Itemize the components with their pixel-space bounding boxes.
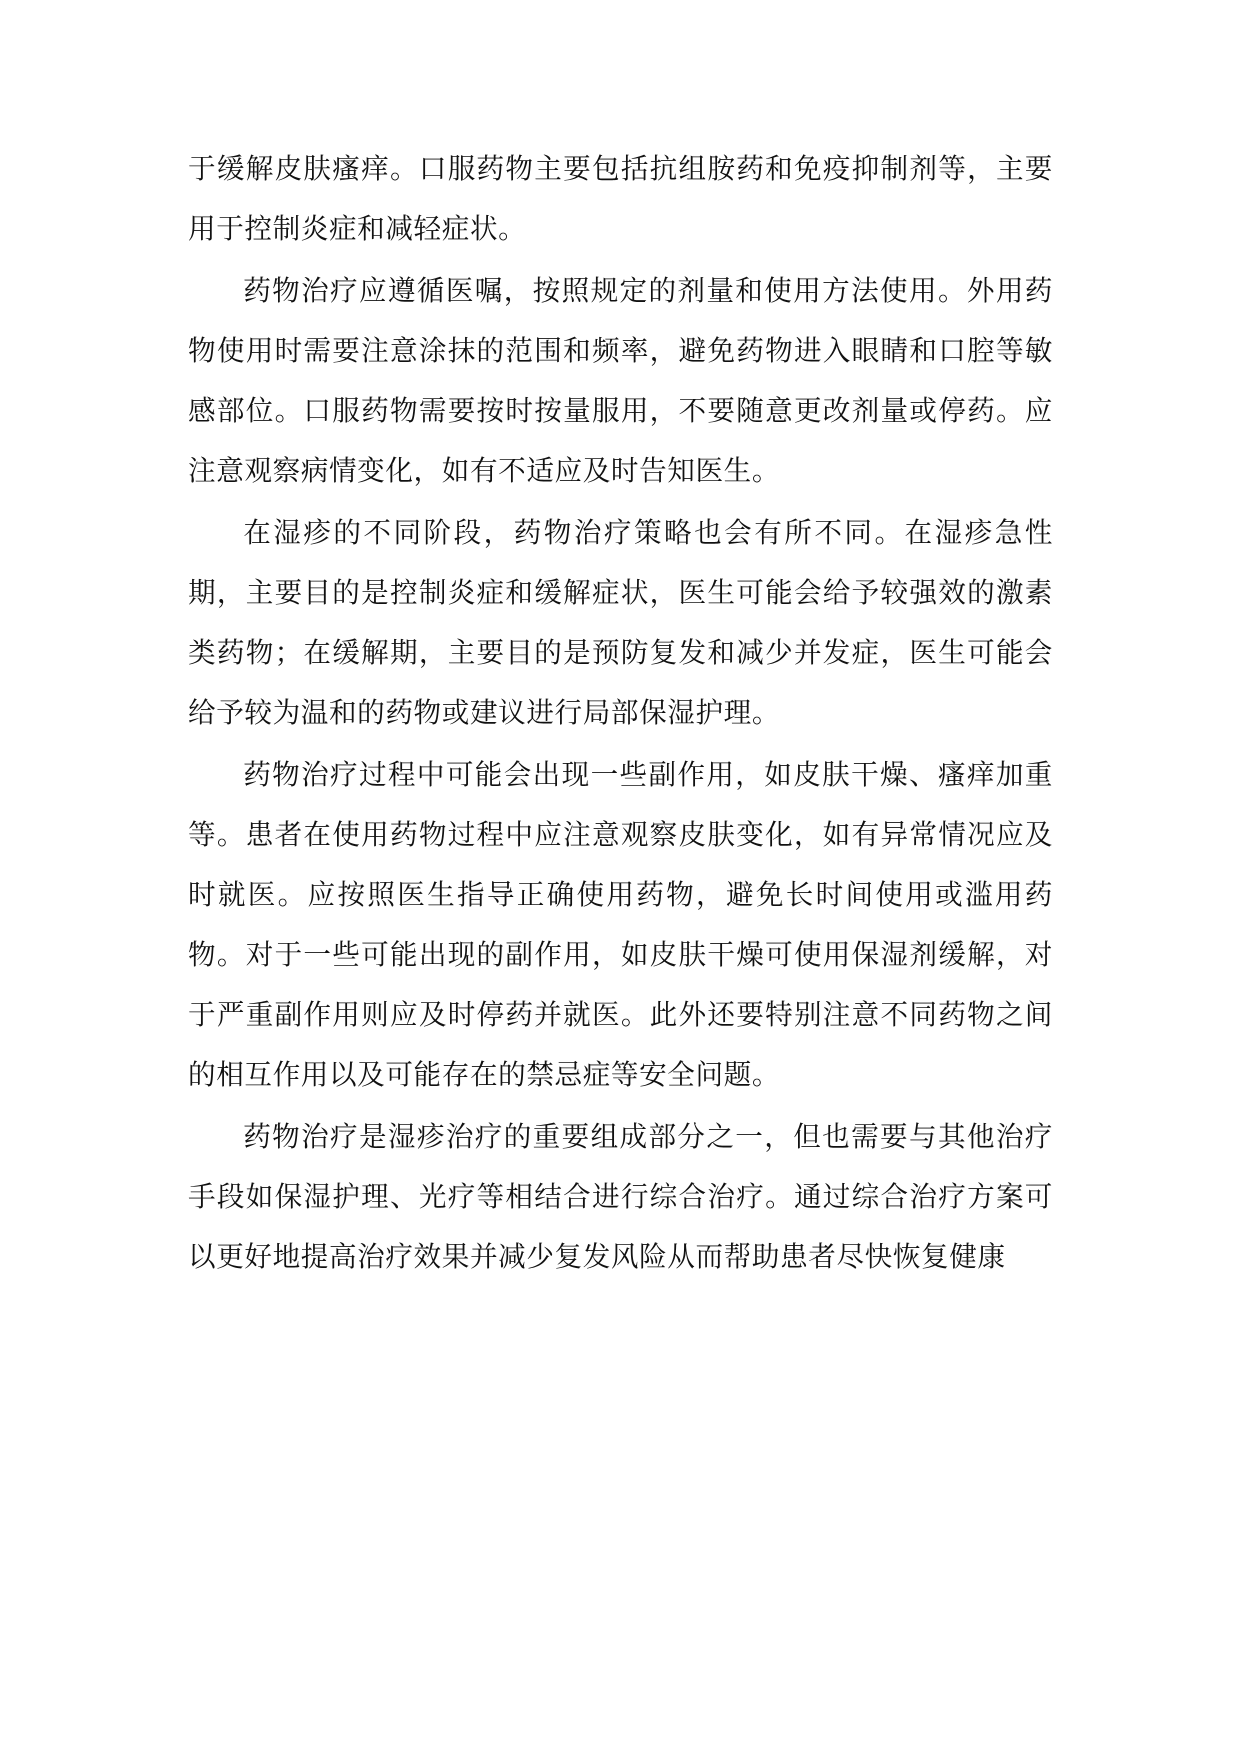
paragraph-5: 药物治疗是湿疹治疗的重要组成部分之一，但也需要与其他治疗手段如保湿护理、光疗等相结合进行综合治疗。通过综合治疗方案可以更好地提高治疗效果并减少复发风险从而帮助患者尽快恢复健康 [188,1120,1053,1273]
paragraph-4: 药物治疗过程中可能会出现一些副作用，如皮肤干燥、瘙痒加重等。患者在使用药物过程中应注意观察皮肤变化，如有异常情况应及时就医。应按照医生指导正确使用药物，避免长时间使用或滥用药物。对于一些可能出现的副作用，如皮肤干燥可使用保湿剂缓解，对于严重副作用则应及时停药并就医。此外还要特别注意不同药物之间的相互作用以及可能存在的禁忌症等安全问题。 [188,758,1053,1091]
paragraph-2: 药物治疗应遵循医嘱，按照规定的剂量和使用方法使用。外用药物使用时需要注意涂抹的范围和频率，避免药物进入眼睛和口腔等敏感部位。口服药物需要按时按量服用，不要随意更改剂量或停药。应注意观察病情变化，如有不适应及时告知医生。 [188,274,1053,487]
paragraph-1: 于缓解皮肤瘙痒。口服药物主要包括抗组胺药和免疫抑制剂等，主要用于控制炎症和减轻症状。 [188,152,1053,245]
paragraph-3: 在湿疹的不同阶段，药物治疗策略也会有所不同。在湿疹急性期，主要目的是控制炎症和缓解症状，医生可能会给予较强效的激素类药物；在缓解期，主要目的是预防复发和减少并发症，医生可能会给予较为温和的药物或建议进行局部保湿护理。 [188,516,1053,729]
document-body [188,139,1053,1289]
